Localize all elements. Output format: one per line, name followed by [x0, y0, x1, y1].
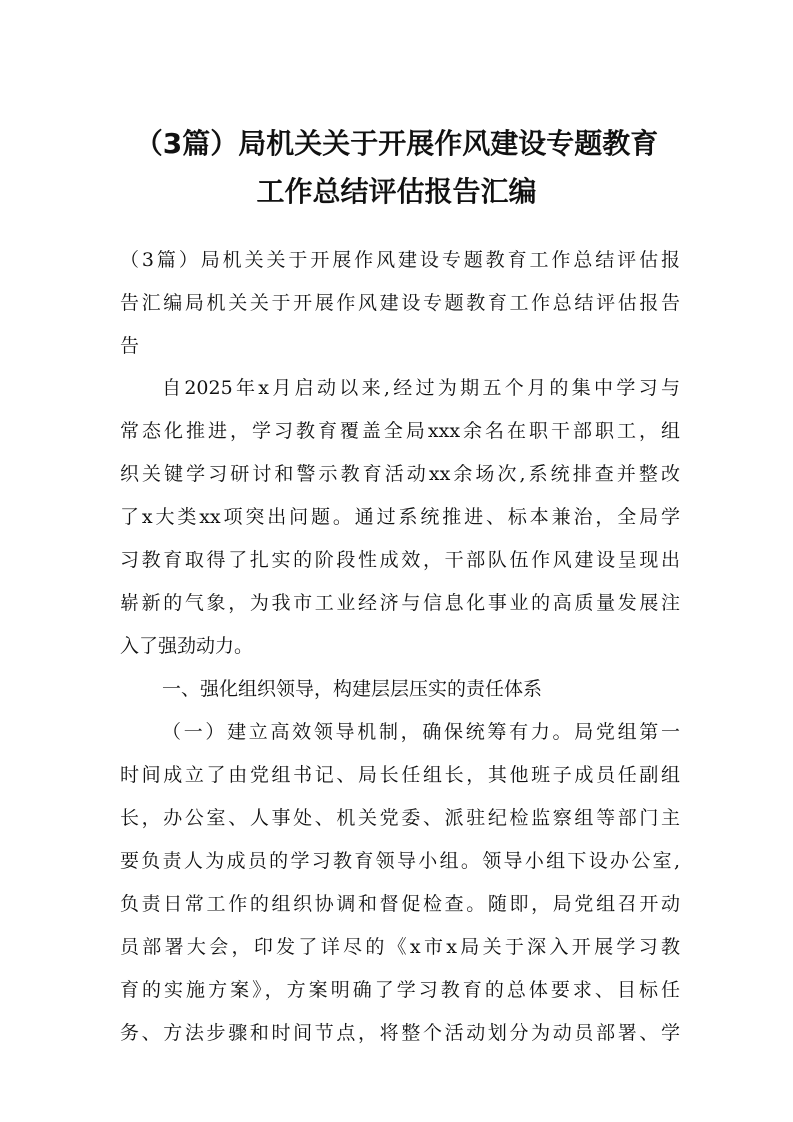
- paragraph-line: （一）建立高效领导机制，确保统筹有力。局党组第一: [162, 721, 680, 743]
- paragraph-line: 长，办公室、人事处、机关党委、派驻纪检监察组等部门主: [120, 807, 680, 829]
- paragraph-line: 育的实施方案》，方案明确了学习教育的总体要求、目标任: [120, 979, 680, 1001]
- paragraph-line: 崭新的气象，为我市工业经济与信息化事业的高质量发展注: [120, 592, 680, 614]
- intro-line: 告汇编局机关关于开展作风建设专题教育工作总结评估报告: [120, 292, 680, 314]
- paragraph-line: 要负责人为成员的学习教育领导小组。领导小组下设办公室,: [120, 850, 680, 872]
- paragraph-line: 务、方法步骤和时间节点，将整个活动划分为动员部署、学: [120, 1022, 680, 1044]
- paragraph-line: 时间成立了由党组书记、局长任组长，其他班子成员任副组: [120, 764, 680, 786]
- paragraph-line: 自2025年x月启动以来,经过为期五个月的集中学习与: [162, 377, 680, 399]
- paragraph-line: 员部署大会，印发了详尽的《x市x局关于深入开展学习教: [120, 936, 680, 958]
- paragraph-line: 负责日常工作的组织协调和督促检查。随即，局党组召开动: [120, 893, 680, 915]
- document-title-line-1: （3篇）局机关关于开展作风建设专题教育: [134, 127, 659, 160]
- paragraph-line: 习教育取得了扎实的阶段性成效，干部队伍作风建设呈现出: [120, 549, 680, 571]
- document-title-line-2: 工作总结评估报告汇编: [256, 175, 537, 208]
- intro-line: （3篇）局机关关于开展作风建设专题教育工作总结评估报: [120, 249, 680, 271]
- paragraph-line: 了x大类xx项突出问题。通过系统推进、标本兼治，全局学: [120, 506, 680, 528]
- paragraph-line: 入了强劲动力。: [120, 635, 254, 657]
- paragraph-line: 织关键学习研讨和警示教育活动xx余场次,系统排查并整改: [120, 463, 680, 485]
- paragraph-line: 常态化推进，学习教育覆盖全局xxx余名在职干部职工，组: [120, 420, 680, 442]
- intro-line: 告: [120, 335, 140, 357]
- section-heading: 一、强化组织领导，构建层层压实的责任体系: [162, 678, 543, 700]
